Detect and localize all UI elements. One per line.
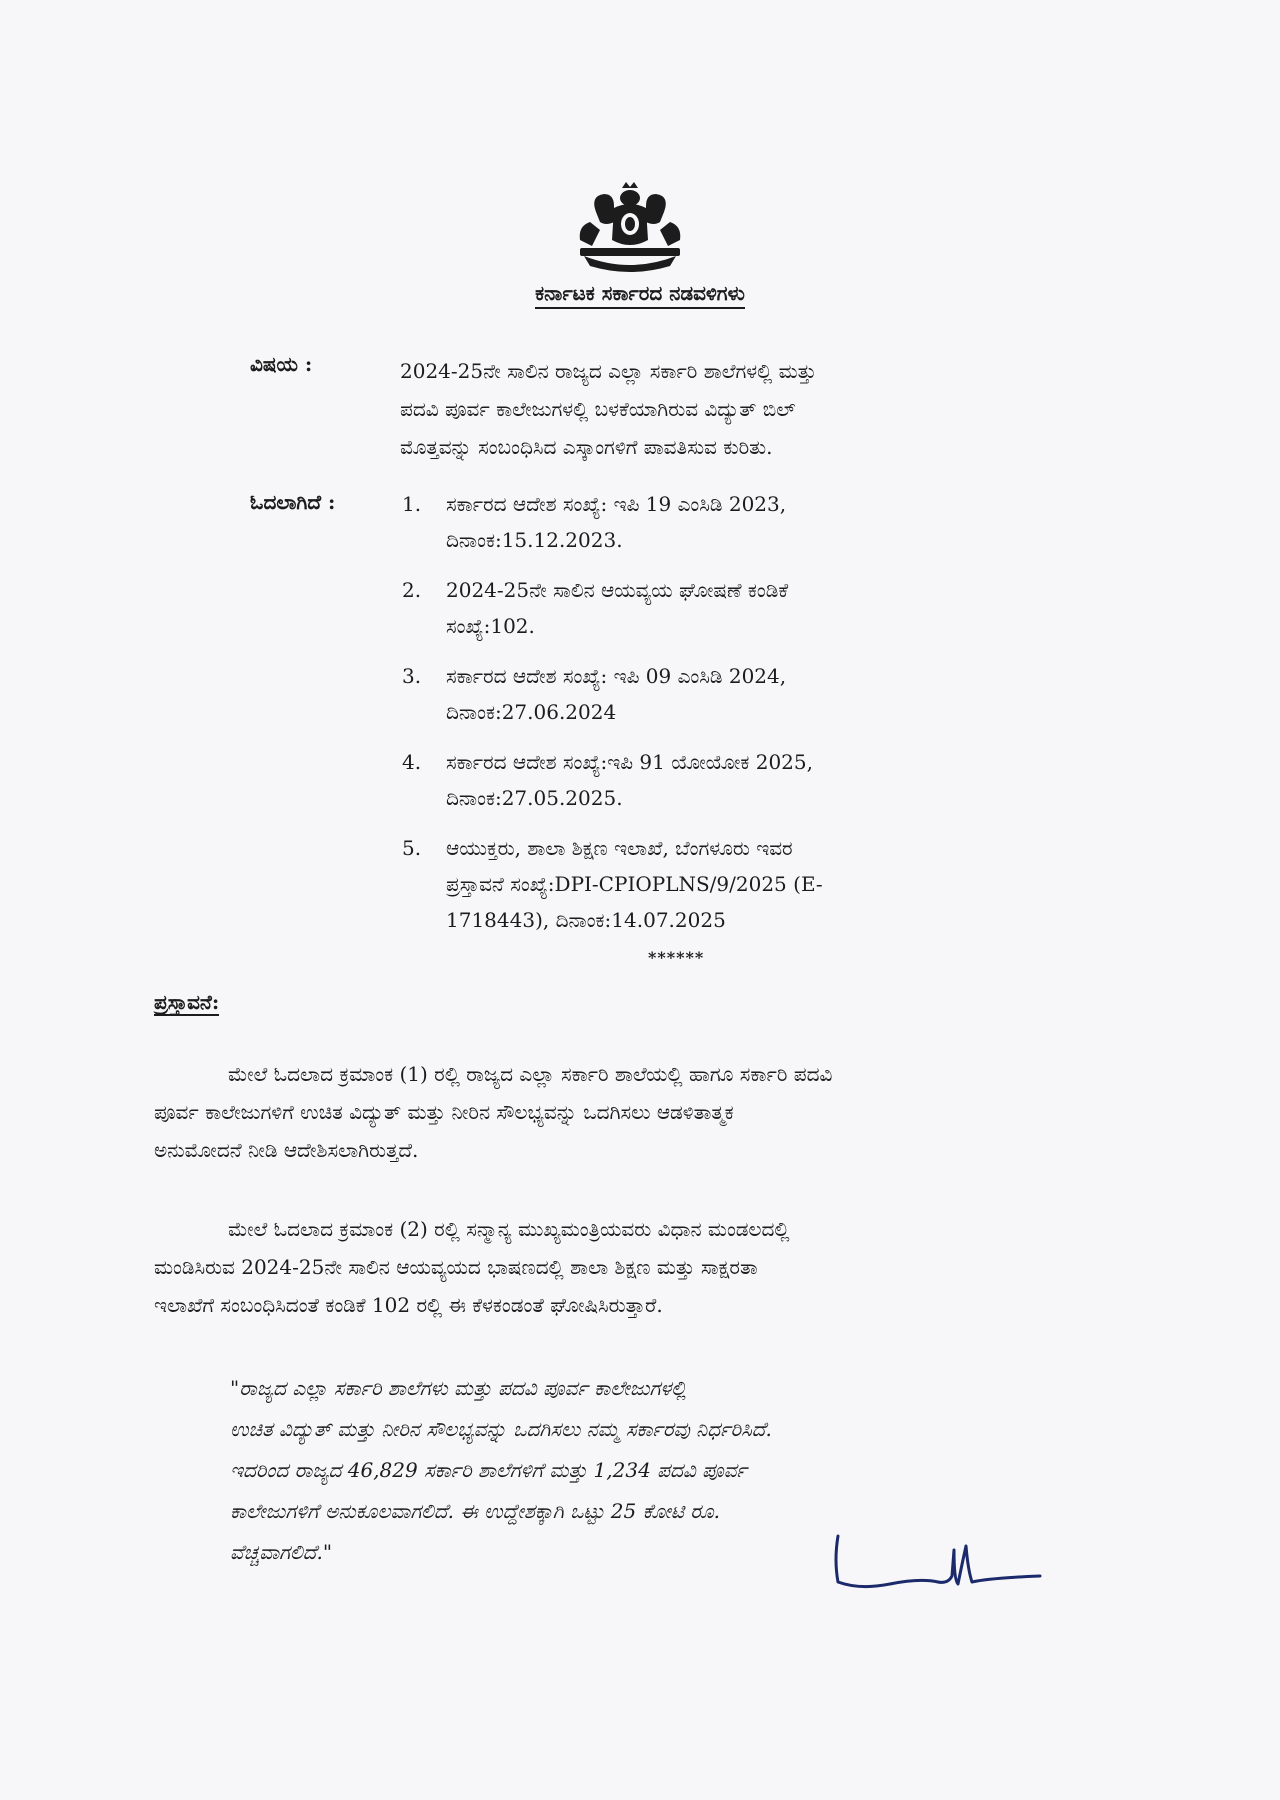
references-label: ಓದಲಾಗಿದೆ : bbox=[250, 490, 336, 514]
reference-line: ಸರ್ಕಾರದ ಆದೇಶ ಸಂಖ್ಯೆ: ಇಪಿ 09 ಎಂಸಿಡಿ 2024, bbox=[446, 664, 787, 688]
reference-item bbox=[402, 830, 1022, 938]
quote-line: ವೆಚ್ಚವಾಗಲಿದೆ." bbox=[230, 1540, 333, 1564]
paragraph-line: ಅನುಮೋದನೆ ನೀಡಿ ಆದೇಶಿಸಲಾಗಿರುತ್ತದೆ. bbox=[154, 1138, 419, 1162]
preamble-heading: ಪ್ರಸ್ತಾವನೆ: bbox=[154, 990, 220, 1014]
subject-line: ಪದವಿ ಪೂರ್ವ ಕಾಲೇಜುಗಳಲ್ಲಿ ಬಳಕೆಯಾಗಿರುವ ವಿದ್ಯುತ್ ಬಿಲ್ bbox=[400, 397, 796, 421]
reference-number: 3. bbox=[402, 664, 422, 688]
section-separator: ****** bbox=[648, 948, 705, 967]
subject-label: ವಿಷಯ : bbox=[250, 352, 313, 376]
preamble-paragraph-2 bbox=[154, 1210, 1124, 1324]
quote-line: ಇದರಿಂದ ರಾಜ್ಯದ 46,829 ಸರ್ಕಾರಿ ಶಾಲೆಗಳಿಗೆ ಮತ್ತು 1,234 ಪದವಿ ಪೂರ್ವ bbox=[230, 1458, 747, 1482]
reference-number: 1. bbox=[402, 492, 422, 516]
quote-line: ಉಚಿತ ವಿದ್ಯುತ್ ಮತ್ತು ನೀರಿನ ಸೌಲಭ್ಯವನ್ನು ಒದಗಿಸಲು ನಮ್ಮ ಸರ್ಕಾರವು ನಿರ್ಧರಿಸಿದೆ. bbox=[230, 1417, 772, 1441]
reference-line: ದಿನಾಂಕ:15.12.2023. bbox=[446, 528, 623, 552]
paragraph-line: ಮೇಲೆ ಓದಲಾದ ಕ್ರಮಾಂಕ (1) ರಲ್ಲಿ ರಾಜ್ಯದ ಎಲ್ಲಾ ಸರ್ಕಾರಿ ಶಾಲೆಯಲ್ಲಿ ಹಾಗೂ ಸರ್ಕಾರಿ ಪದವಿ bbox=[228, 1062, 833, 1086]
reference-line: ಸರ್ಕಾರದ ಆದೇಶ ಸಂಖ್ಯೆ: ಇಪಿ 19 ಎಂಸಿಡಿ 2023, bbox=[446, 492, 787, 516]
reference-item bbox=[402, 744, 1022, 816]
reference-line: ಸರ್ಕಾರದ ಆದೇಶ ಸಂಖ್ಯೆ:ಇಪಿ 91 ಯೋಯೋಕ 2025, bbox=[446, 750, 813, 774]
karnataka-emblem-icon bbox=[570, 182, 690, 277]
reference-line: ದಿನಾಂಕ:27.05.2025. bbox=[446, 786, 623, 810]
quote-line: "ರಾಜ್ಯದ ಎಲ್ಲಾ ಸರ್ಕಾರಿ ಶಾಲೆಗಳು ಮತ್ತು ಪದವಿ ಪೂರ್ವ ಕಾಲೇಜುಗಳಲ್ಲಿ bbox=[230, 1376, 687, 1400]
subject-line: 2024-25ನೇ ಸಾಲಿನ ರಾಜ್ಯದ ಎಲ್ಲಾ ಸರ್ಕಾರಿ ಶಾಲೆಗಳಲ್ಲಿ ಮತ್ತು bbox=[400, 359, 817, 383]
reference-number: 4. bbox=[402, 750, 422, 774]
reference-line: ಆಯುಕ್ತರು, ಶಾಲಾ ಶಿಕ್ಷಣ ಇಲಾಖೆ, ಬೆಂಗಳೂರು ಇವರ bbox=[446, 836, 793, 860]
reference-line: ದಿನಾಂಕ:27.06.2024 bbox=[446, 700, 617, 724]
paragraph-line: ಪೂರ್ವ ಕಾಲೇಜುಗಳಿಗೆ ಉಚಿತ ವಿದ್ಯುತ್ ಮತ್ತು ನೀರಿನ ಸೌಲಭ್ಯವನ್ನು ಒದಗಿಸಲು ಆಡಳಿತಾತ್ಮಕ bbox=[154, 1100, 734, 1124]
paragraph-line: ಮಂಡಿಸಿರುವ 2024-25ನೇ ಸಾಲಿನ ಆಯವ್ಯಯದ ಭಾಷಣದಲ್ಲಿ ಶಾಲಾ ಶಿಕ್ಷಣ ಮತ್ತು ಸಾಕ್ಷರತಾ bbox=[154, 1255, 758, 1279]
quote-line: ಕಾಲೇಜುಗಳಿಗೆ ಅನುಕೂಲವಾಗಲಿದೆ. ಈ ಉದ್ದೇಶಕ್ಕಾಗಿ ಒಟ್ಟು 25 ಕೋಟಿ ರೂ. bbox=[230, 1499, 721, 1523]
subject-line: ಮೊತ್ತವನ್ನು ಸಂಬಂಧಿಸಿದ ಎಸ್ಕಾಂಗಳಿಗೆ ಪಾವತಿಸುವ ಕುರಿತು. bbox=[400, 435, 773, 459]
paragraph-line: ಇಲಾಖೆಗೆ ಸಂಬಂಧಿಸಿದಂತೆ ಕಂಡಿಕೆ 102 ರಲ್ಲಿ ಈ ಕೆಳಕಂಡಂತೆ ಘೋಷಿಸಿರುತ್ತಾರೆ. bbox=[154, 1293, 663, 1317]
reference-item bbox=[402, 572, 1022, 644]
preamble-paragraph-1 bbox=[154, 1055, 1124, 1169]
subject-text bbox=[400, 352, 960, 466]
reference-item bbox=[402, 486, 1022, 558]
handwritten-signature-icon bbox=[820, 1520, 1060, 1600]
reference-line: 2024-25ನೇ ಸಾಲಿನ ಆಯವ್ಯಯ ಘೋಷಣೆ ಕಂಡಿಕೆ bbox=[446, 578, 789, 602]
reference-number: 5. bbox=[402, 836, 422, 860]
reference-line: ಸಂಖ್ಯೆ:102. bbox=[446, 614, 535, 638]
reference-line: 1718443), ದಿನಾಂಕ:14.07.2025 bbox=[446, 908, 726, 932]
references-list bbox=[402, 486, 1022, 952]
government-proceedings-title: ಕರ್ನಾಟಕ ಸರ್ಕಾರದ ನಡವಳಿಗಳು bbox=[0, 281, 1280, 305]
reference-line: ಪ್ರಸ್ತಾವನೆ ಸಂಖ್ಯೆ:DPI-CPIOPLNS/9/2025 (E- bbox=[446, 872, 823, 896]
reference-number: 2. bbox=[402, 578, 422, 602]
reference-item bbox=[402, 658, 1022, 730]
paragraph-line: ಮೇಲೆ ಓದಲಾದ ಕ್ರಮಾಂಕ (2) ರಲ್ಲಿ ಸನ್ಮಾನ್ಯ ಮುಖ್ಯಮಂತ್ರಿಯವರು ವಿಧಾನ ಮಂಡಲದಲ್ಲಿ bbox=[228, 1217, 790, 1241]
